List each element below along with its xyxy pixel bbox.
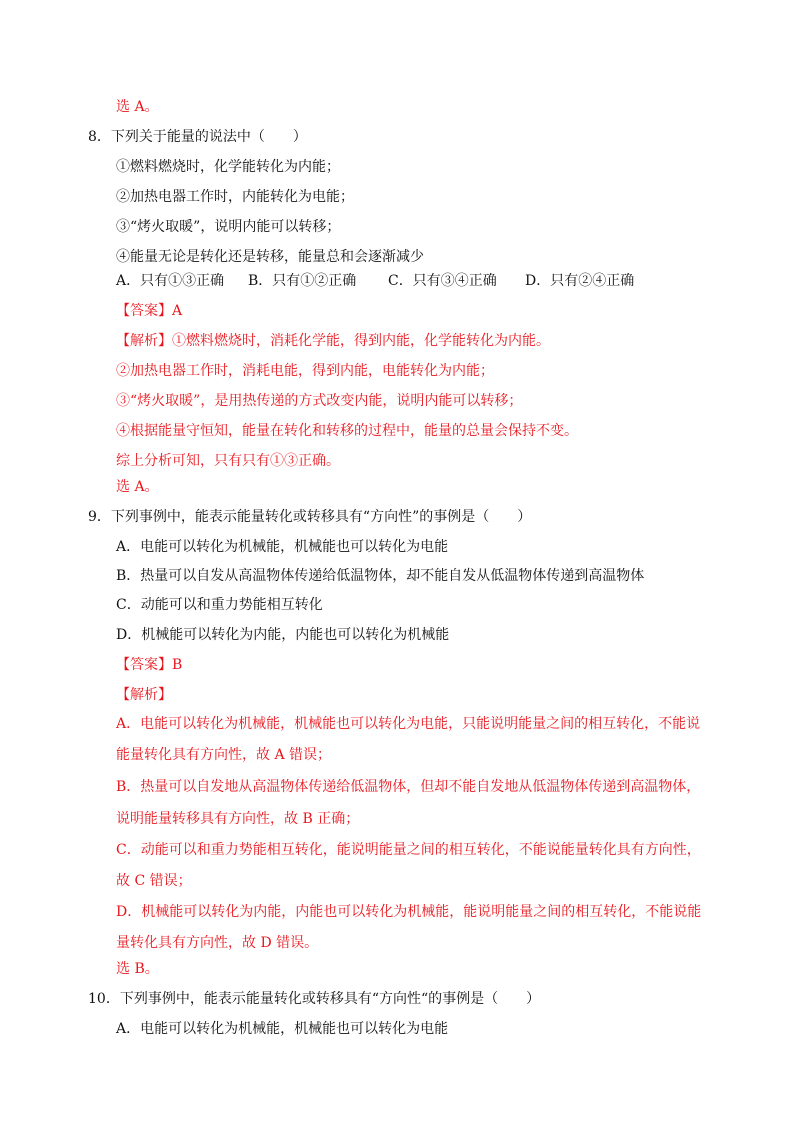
q9-option-c: C．动能可以和重力势能相互转化 (116, 597, 323, 613)
analysis-tag: 【解析】 (116, 333, 172, 349)
q9-conclusion: 选 B。 (116, 961, 159, 977)
q9-analysis-line-2: 能量转化具有方向性，故 A 错误； (116, 747, 332, 763)
q8-statement-4: ④能量无论是转化还是转移，能量总和会逐渐减少 (116, 249, 424, 265)
q8-option-d: D．只有②④正确 (525, 273, 635, 289)
q9-answer (116, 656, 182, 674)
q8-option-c: C．只有③④正确 (388, 273, 497, 289)
answer-tag: 【答案】 (116, 657, 172, 673)
answer-value: B (172, 657, 183, 673)
q8-option-b: B．只有①②正确 (248, 273, 357, 289)
question-9-stem: 9．下列事例中，能表示能量转化或转移具有“方向性”的事例是（ ） (88, 509, 532, 525)
question-10-stem: 10．下列事例中，能表示能量转化或转移具有“方向性“的事例是（ ） (88, 991, 541, 1007)
q9-analysis-line-1: A．电能可以转化为机械能，机械能也可以转化为电能，只能说明能量之间的相互转化，不能说 (116, 716, 701, 732)
q8-statement-2: ②加热电器工作时，内能转化为电能； (116, 189, 354, 205)
q9-analysis-line-6: 故 C 错误； (116, 873, 192, 889)
q9-analysis-line-4: 说明能量转移具有方向性，故 B 正确； (116, 811, 360, 827)
q9-analysis-line-7: D．机械能可以转化为内能，内能也可以转化为机械能，能说明能量之间的相互转化，不能说能 (116, 904, 702, 920)
q8-analysis-line-3: ③“烤火取暖”，是用热传递的方式改变内能，说明内能可以转移； (116, 393, 523, 409)
q8-option-a: A．只有①③正确 (116, 273, 225, 289)
q8-analysis-line-5: 综上分析可知，只有只有①③正确。 (116, 453, 340, 469)
analysis-text: ①燃料燃烧时，消耗化学能，得到内能，化学能转化为内能。 (172, 333, 550, 349)
q9-analysis-line-8: 量转化具有方向性，故 D 错误。 (116, 935, 319, 951)
q8-analysis-line-1 (116, 332, 550, 350)
previous-answer-conclusion: 选 A。 (116, 99, 159, 115)
q9-option-a: A．电能可以转化为机械能，机械能也可以转化为电能 (116, 539, 449, 555)
q8-answer (116, 302, 182, 320)
q10-option-a: A．电能可以转化为机械能，机械能也可以转化为电能 (116, 1021, 449, 1037)
q8-statement-3: ③“烤火取暖”，说明内能可以转移； (116, 219, 341, 235)
q9-analysis-line-5: C．动能可以和重力势能相互转化，能说明能量之间的相互转化，不能说能量转化具有方向性， (116, 842, 701, 858)
q9-option-b: B．热量可以自发从高温物体传递给低温物体，却不能自发从低温物体传递到高温物体 (116, 568, 645, 584)
q9-analysis-tag: 【解析】 (116, 687, 172, 703)
q9-option-d: D．机械能可以转化为内能，内能也可以转化为机械能 (116, 627, 450, 643)
q8-conclusion: 选 A。 (116, 479, 159, 495)
q8-statement-1: ①燃料燃烧时，化学能转化为内能； (116, 159, 340, 175)
q8-analysis-line-4: ④根据能量守恒知，能量在转化和转移的过程中，能量的总量会保持不变。 (116, 423, 578, 439)
question-8-stem: 8．下列关于能量的说法中（ ） (88, 129, 307, 145)
q9-analysis-line-3: B．热量可以自发地从高温物体传递给低温物体，但却不能自发地从低温物体传递到高温物体， (116, 779, 701, 795)
answer-tag: 【答案】 (116, 303, 172, 319)
q8-analysis-line-2: ②加热电器工作时，消耗电能，得到内能，电能转化为内能； (116, 363, 494, 379)
answer-value: A (172, 303, 183, 319)
